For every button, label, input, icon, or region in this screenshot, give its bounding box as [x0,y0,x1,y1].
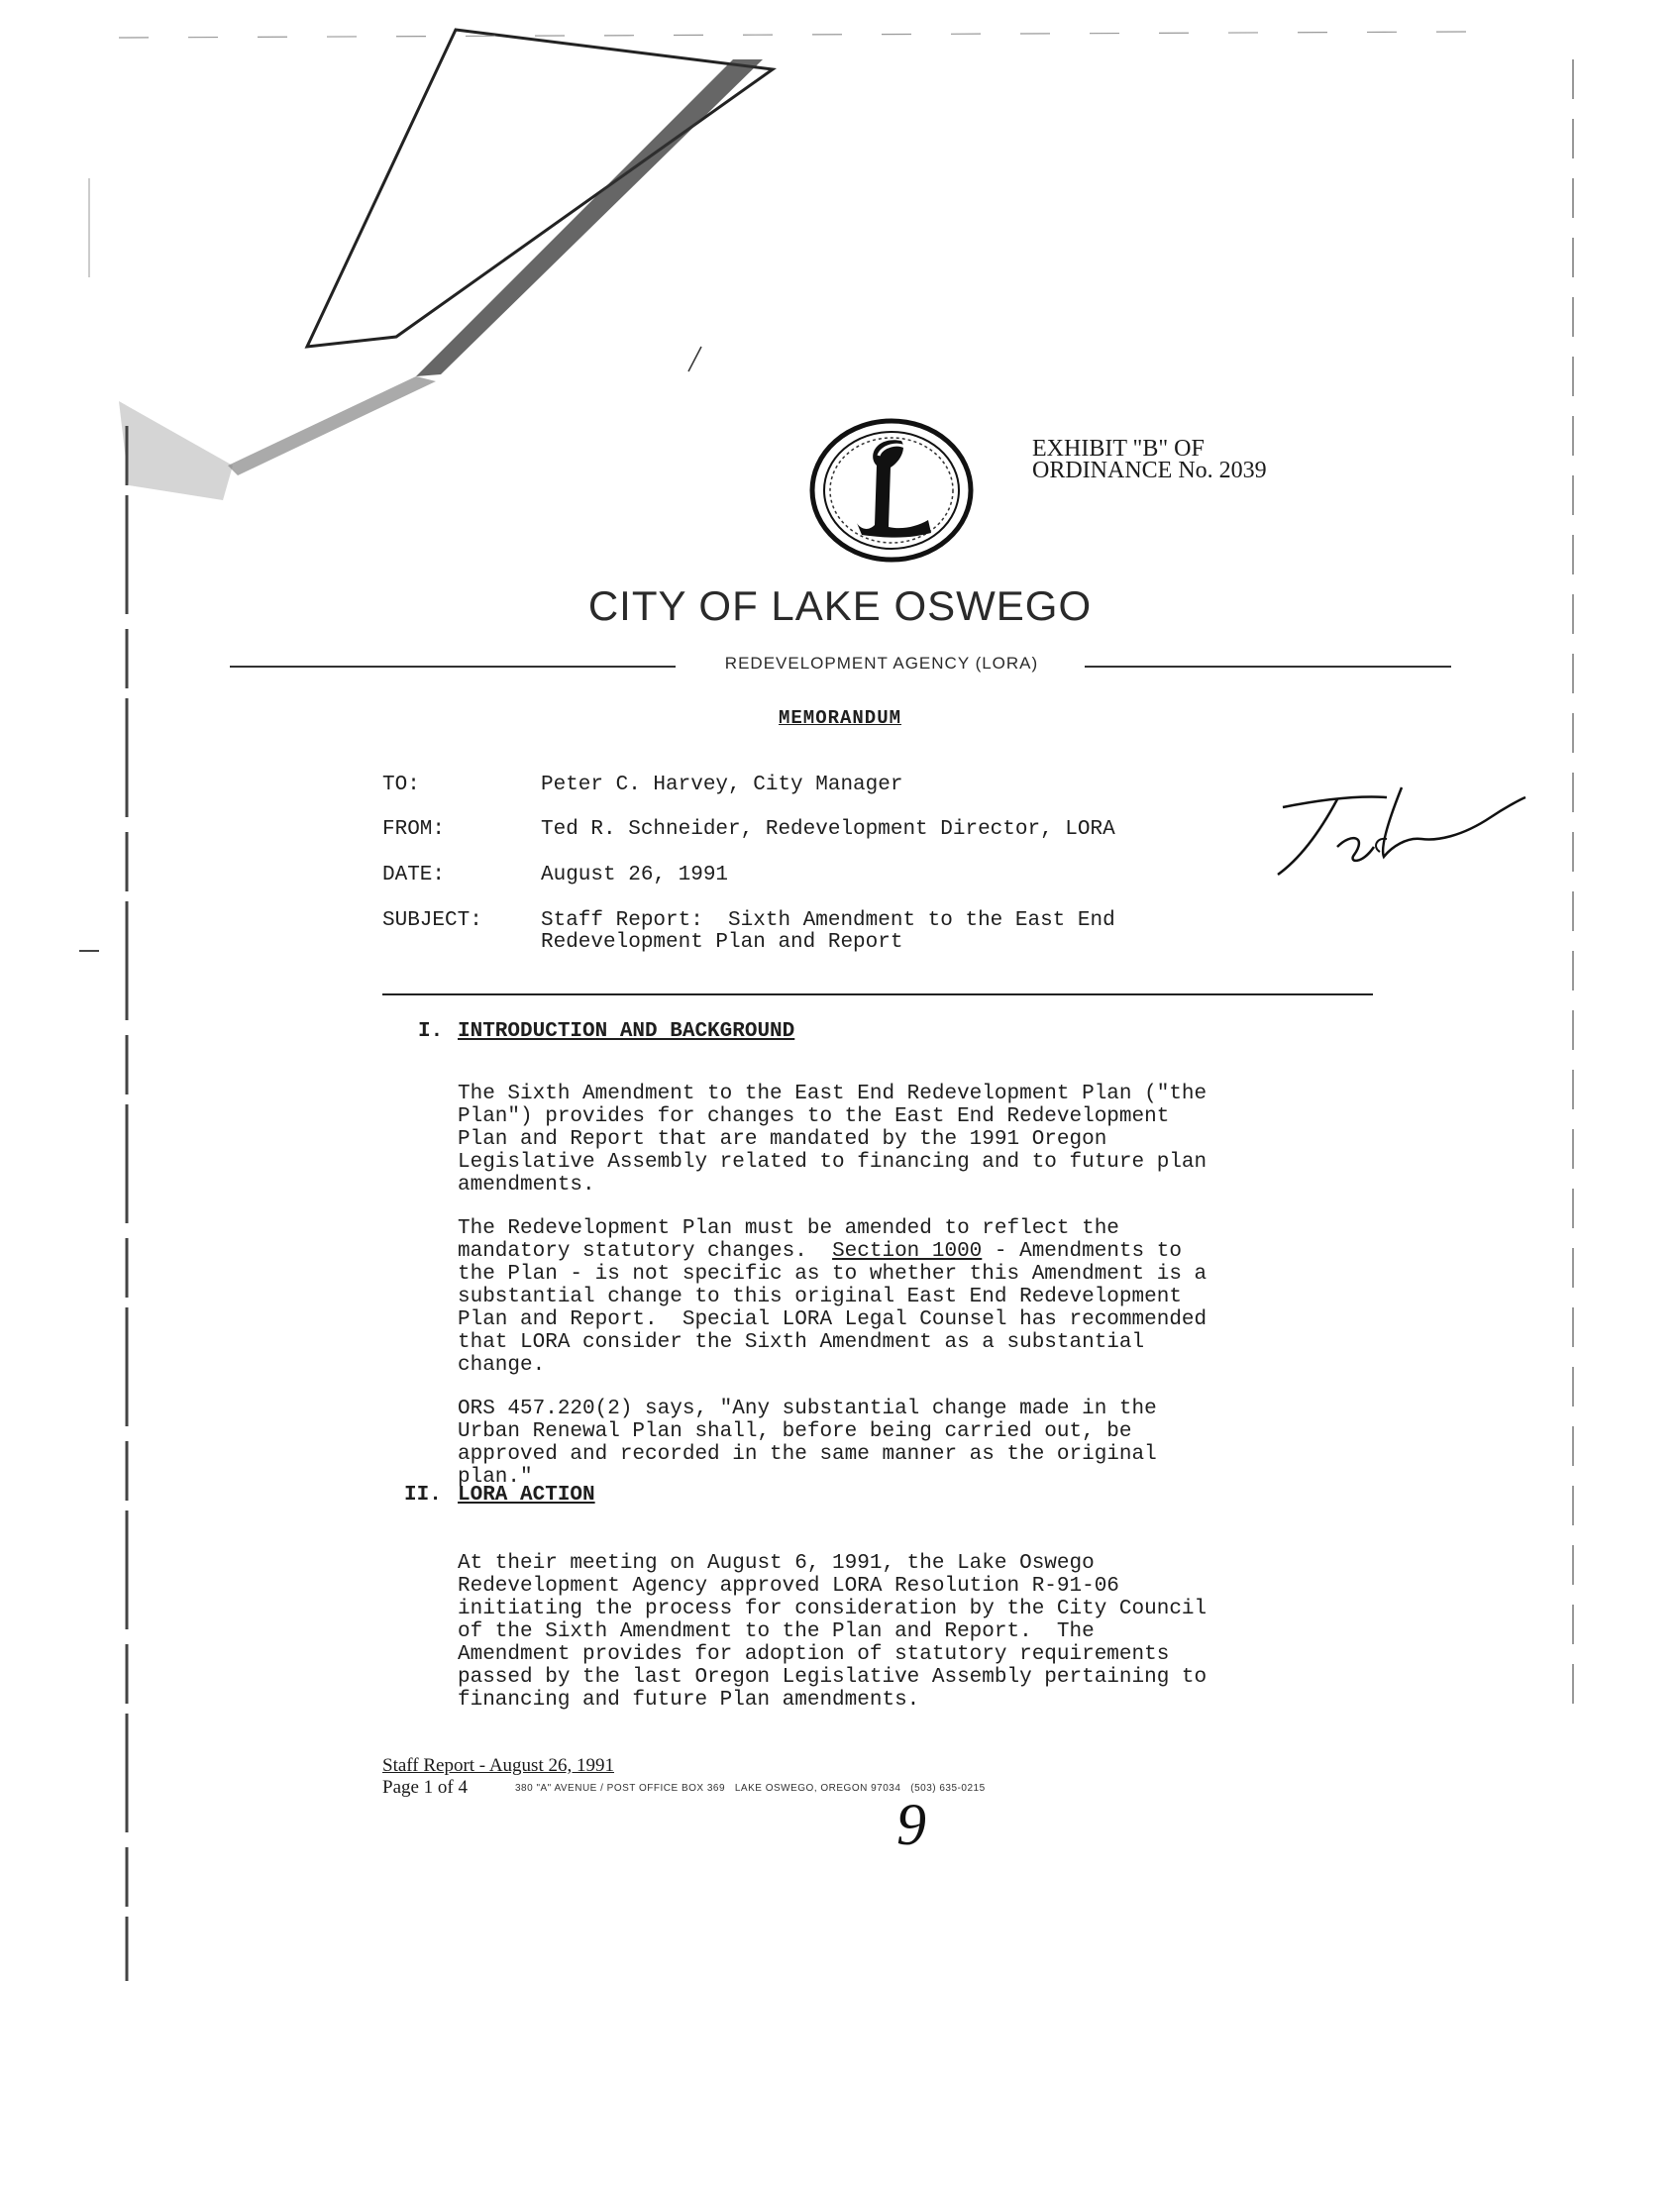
s1p2-line: the Plan - is not specific as to whether this Amendment is a [458,1263,1208,1286]
subject-line-2: Redevelopment Plan and Report [541,931,903,954]
memorandum-heading: MEMORANDUM [778,707,902,729]
section-2-paragraph-1 [458,1529,1207,1712]
s1p3-line: approved and recorded in the same manner as the original [458,1443,1157,1466]
date-label: DATE: [382,864,446,886]
from-value: Ted R. Schneider, Redevelopment Director, LORA [541,818,1115,841]
city-seal-logo [807,416,976,565]
s1p2-line: that LORA consider the Sixth Amendment as a substantial [458,1331,1145,1354]
s1p1-line: The Sixth Amendment to the East End Redevelopment Plan ("the [458,1083,1208,1105]
to-label: TO: [382,774,420,796]
section-1-title: INTRODUCTION AND BACKGROUND [458,1020,795,1043]
s1p1-line: amendments. [458,1174,595,1197]
s1p3-line: ORS 457.220(2) says, "Any substantial change made in the [458,1398,1157,1420]
s2p1-line: Redevelopment Agency approved LORA Resolution R-91-06 [458,1575,1119,1598]
section-1-paragraph-3 [458,1375,1157,1489]
s2p1-line: Amendment provides for adoption of statutory requirements [458,1643,1170,1666]
s1p2-text: mandatory statutory changes. [458,1240,833,1263]
s1p1-line: Plan and Report that are mandated by the 1991 Oregon [458,1128,1107,1151]
section-1000-reference: Section 1000 [832,1240,983,1263]
from-label: FROM: [382,818,446,841]
s1p2-text: - Amendments to [982,1240,1182,1263]
memo-divider [382,993,1373,995]
subject-line-1: Staff Report: Sixth Amendment to the East End [541,909,1115,932]
s1p2-line: The Redevelopment Plan must be amended to reflect the [458,1217,1119,1240]
footer-address: 380 "A" AVENUE / POST OFFICE BOX 369 LAKE OSWEGO, OREGON 97034 (503) 635-0215 [515,1783,986,1794]
s1p2-line: substantial change to this original East End Redevelopment [458,1286,1182,1308]
agency-subtitle: REDEVELOPMENT AGENCY (LORA) [724,654,1039,673]
s1p2-line-2 [458,1240,1207,1263]
exhibit-label [1032,438,1267,481]
footer-report-line: Staff Report - August 26, 1991 [382,1755,614,1776]
s1p3-line: plan." [458,1466,533,1489]
handwritten-initials-signature [1263,778,1530,886]
to-value: Peter C. Harvey, City Manager [541,774,903,796]
s2p1-line: of the Sixth Amendment to the Plan and Report. The [458,1620,1095,1643]
s2p1-line: initiating the process for consideration by the City Council [458,1598,1208,1620]
section-1-number: I. [418,1020,444,1043]
subject-label: SUBJECT: [382,909,482,932]
letterhead-rule-right [1085,666,1451,668]
section-2-number: II. [404,1484,442,1507]
s1p3-line: Urban Renewal Plan shall, before being carried out, be [458,1420,1132,1443]
s1p2-line: Plan and Report. Special LORA Legal Counsel has recommended [458,1308,1208,1331]
date-value: August 26, 1991 [541,864,729,886]
s2p1-line: At their meeting on August 6, 1991, the Lake Oswego [458,1552,1095,1575]
letterhead-rule-left [230,666,676,668]
section-2-title: LORA ACTION [458,1484,595,1507]
section-1-paragraph-2 [458,1195,1207,1377]
section-1-paragraph-1 [458,1060,1207,1197]
s1p2-line: change. [458,1354,546,1377]
exhibit-line-2: ORDINANCE No. 2039 [1032,458,1267,483]
s2p1-line: financing and future Plan amendments. [458,1689,920,1712]
s1p1-line: Plan") provides for changes to the East End Redevelopment [458,1105,1170,1128]
footer-page-number: Page 1 of 4 [382,1777,469,1798]
exhibit-line-1: EXHIBIT "B" OF [1032,436,1205,462]
city-title: CITY OF LAKE OSWEGO [587,582,1093,629]
s1p1-line: Legislative Assembly related to financing and to future plan [458,1151,1208,1174]
handwritten-page-number: 9 [896,1792,926,1857]
s2p1-line: passed by the last Oregon Legislative Assembly pertaining to [458,1666,1208,1689]
